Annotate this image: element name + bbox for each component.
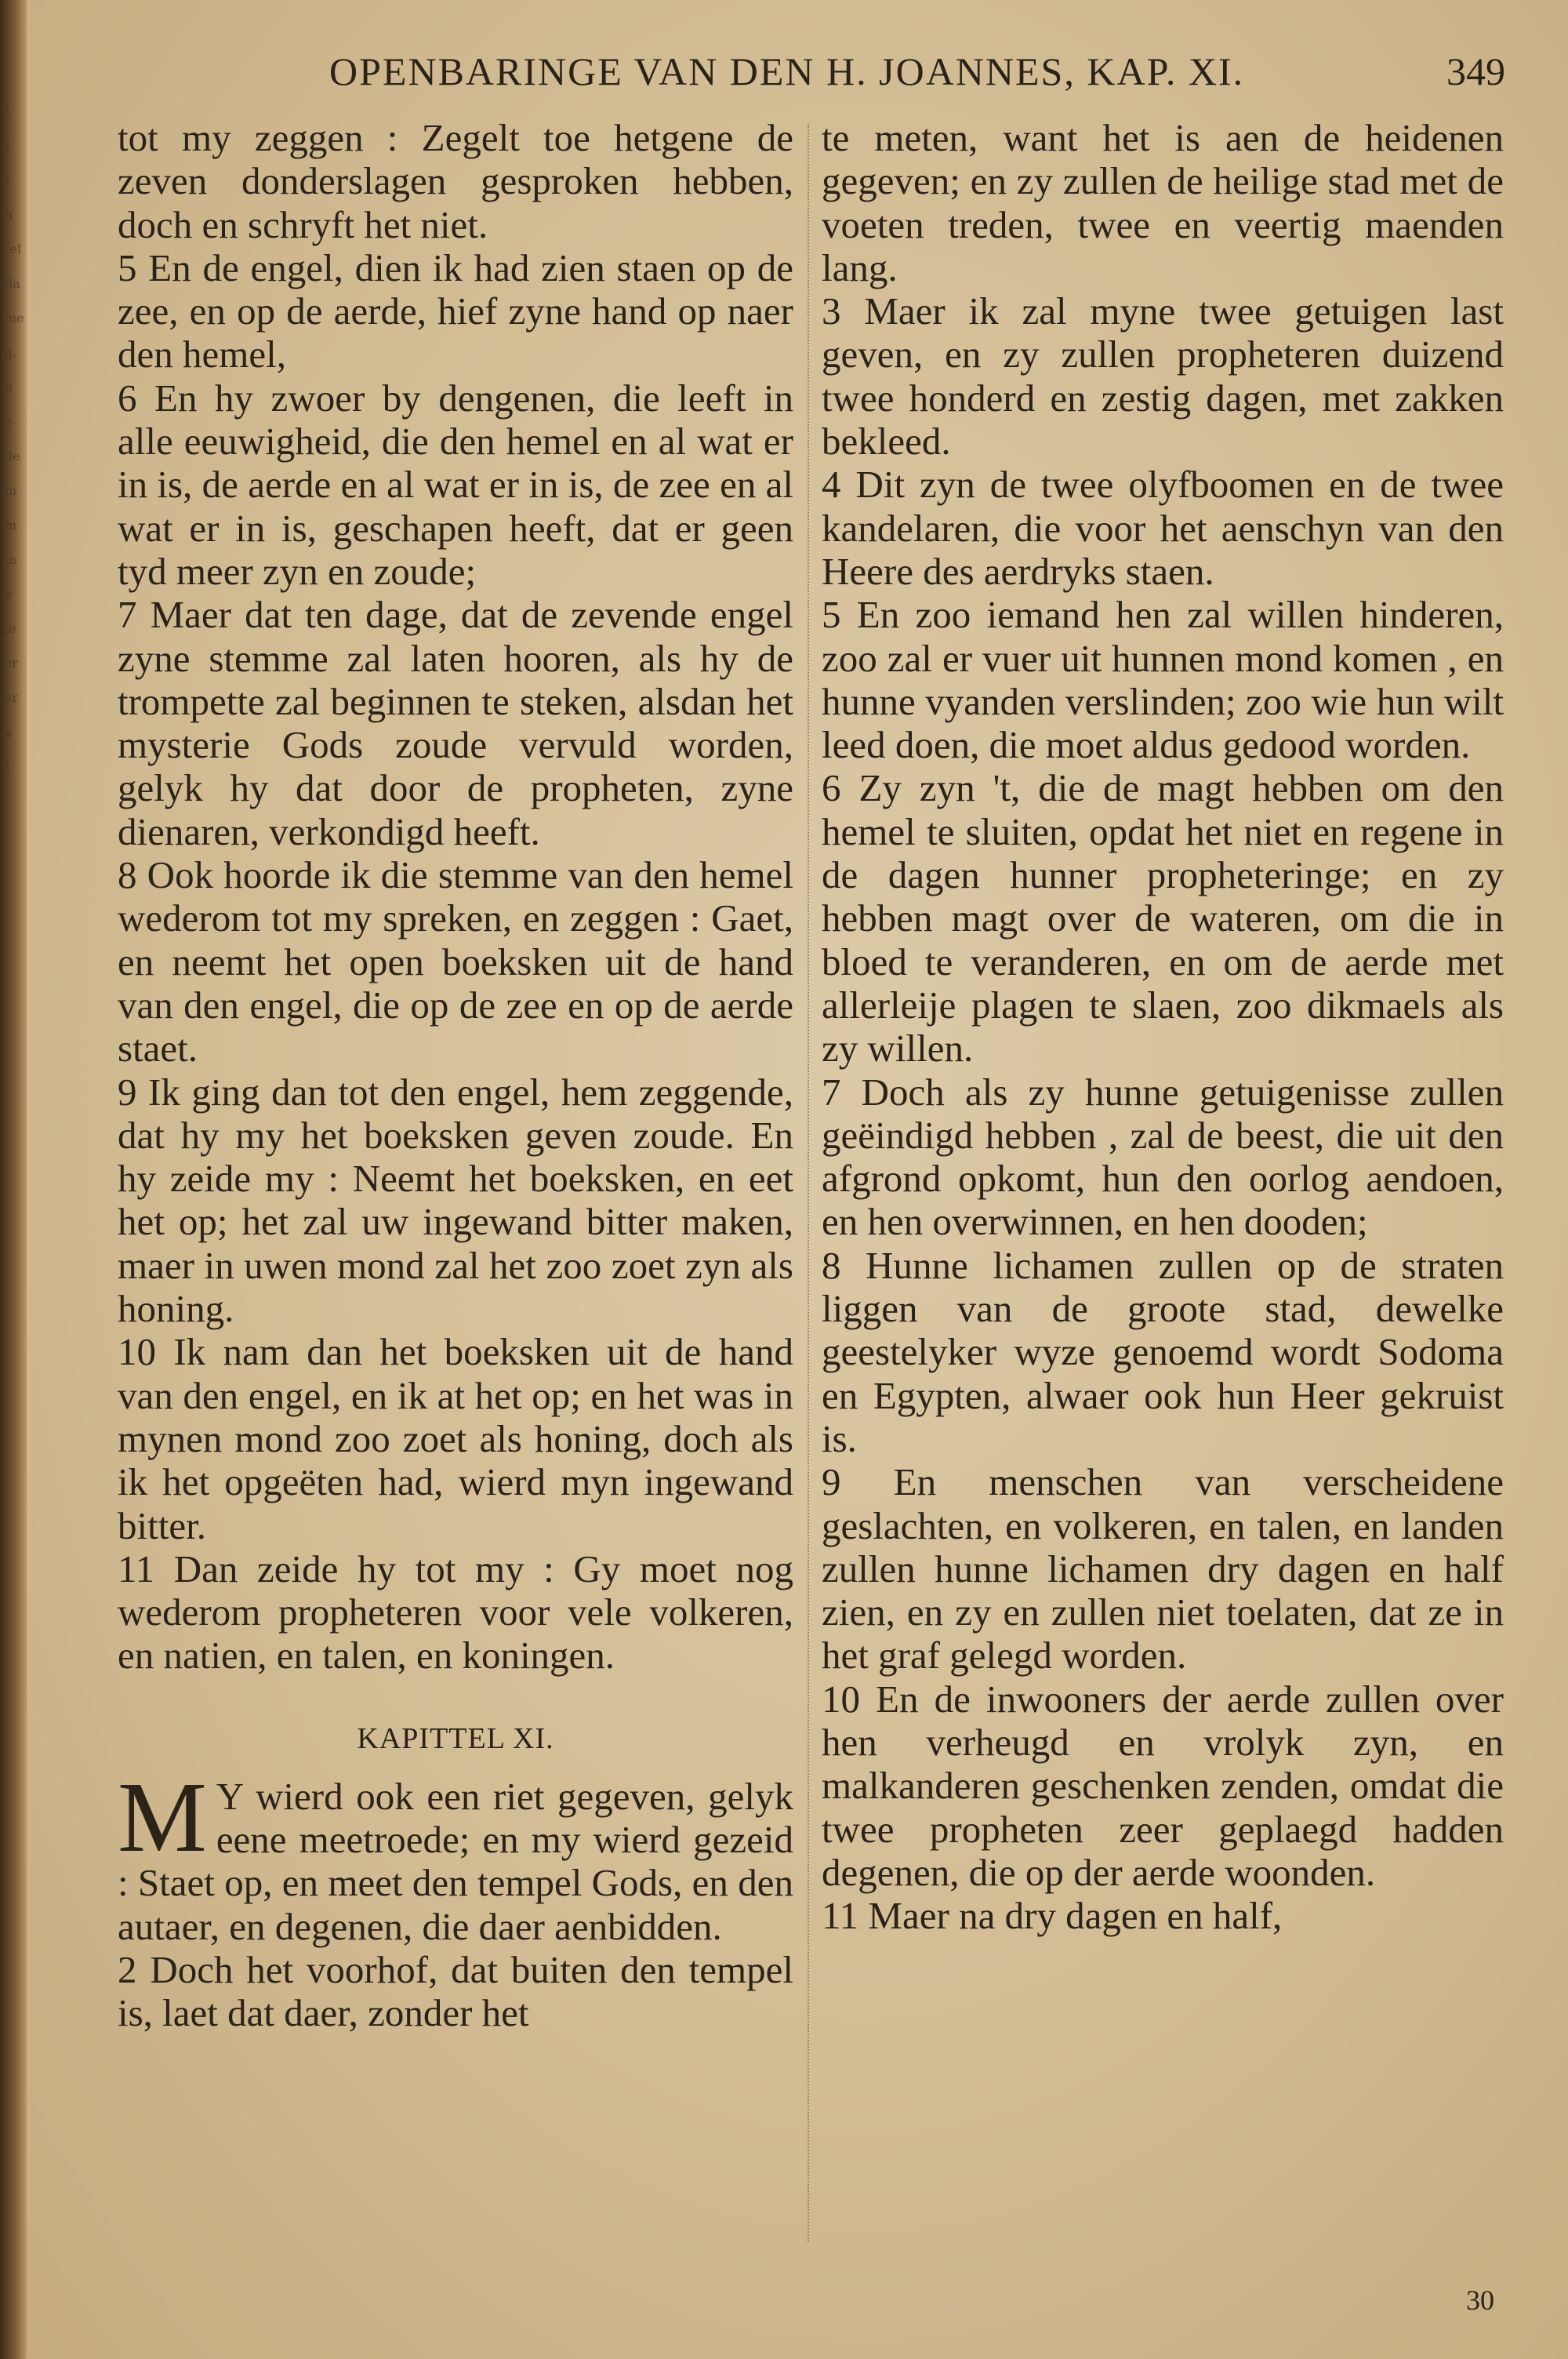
drop-cap-letter: M xyxy=(118,1761,207,1873)
verse-paragraph: 9 Ik ging dan tot den engel, hem zeggende, dat hy my het boeksken geven zoude. En hy zeide my : Neemt het boeksken, en eet het op; het zal uw ingewand bitter maken, maer in uwen mond zal het zoo zoet zyn als honing. xyxy=(118,1070,793,1331)
margin-fragment: n xyxy=(5,380,13,394)
margin-fragment: e xyxy=(5,587,13,602)
left-column xyxy=(118,116,793,2034)
verse-paragraph: 2 Doch het voorhof, dat buiten den tempel is, laet dat daer, zonder het xyxy=(118,1947,793,2035)
margin-fragment: da xyxy=(5,276,20,291)
margin-fragment: ie xyxy=(5,621,16,636)
verse-paragraph: 7 Maer dat ten dage, dat de zevende engel zyne stemme zal laten hooren, als hy de trompette zal beginnen te steken, alsdan het mysterie Gods zoude vervuld worden, gelyk hy dat door de propheten, zyne dienaren, verkondigd heeft. xyxy=(118,593,793,853)
verse-paragraph: 7 Doch als zy hunne getuigenisse zullen geëindigd hebben , zal de beest, die uit den afgrond opkomt, hun den oorlog aendoen, en hen overwinnen, en hen dooden; xyxy=(822,1070,1504,1244)
verse-paragraph: 4 Dit zyn de twee olyfboomen en de twee kandelaren, die voor het aenschyn van den Heere des aerdryks staen. xyxy=(822,463,1504,593)
margin-fragment: t xyxy=(5,759,10,774)
adjacent-page-margin-fragments xyxy=(5,94,25,1427)
chapter-heading: KAPITTEL XI. xyxy=(357,1721,554,1755)
margin-fragment: er xyxy=(5,656,19,671)
chapter-opening-paragraph xyxy=(118,1761,793,1948)
running-head: OPENBARINGE VAN DEN H. JOANNES, KAP. XI. xyxy=(329,49,1245,93)
verse-paragraph: 8 Ook hoorde ik die stemme van den hemel wederom tot my spreken, en zeggen : Gaet, en neemt het open boeksken uit de hand van den engel, die op de zee en op de aerde staet. xyxy=(118,853,793,1070)
verse-paragraph: 5 En de engel, dien ik had zien staen op de zee, en op de aerde, hief zyne hand op naer den hemel, xyxy=(118,245,793,376)
margin-fragment: t xyxy=(5,138,10,153)
margin-fragment: er xyxy=(5,690,19,705)
page-header xyxy=(118,49,1505,104)
margin-fragment: h xyxy=(5,207,13,222)
margin-fragment: e- xyxy=(5,414,16,429)
verse-paragraph: 8 Hunne lichamen zullen op de straten liggen van de groote stad, dewelke geestelyker wyze genoemd wordt Sodoma en Egypten, alwaer ook hun Heer gekruist is. xyxy=(822,1243,1504,1460)
chapter-opening-text: Y wierd ook een riet gegeven, gelyk eene meetroede; en my wierd gezeid : Staet op, en meet den tempel Gods, en den autaer, en degenen, die daer aenbidden. xyxy=(118,1774,793,1948)
right-column xyxy=(822,116,1504,1937)
margin-fragment: tel xyxy=(5,242,22,256)
verse-paragraph: 5 En zoo iemand hen zal willen hinderen, zoo zal er vuer uit hunnen mond komen , en hunne vyanden verslinden; zoo wie hun wilt leed doen, die moet aldus gedood worden. xyxy=(822,593,1504,767)
verse-paragraph: 3 Maer ik zal myne twee getuigen last geven, en zy zullen propheteren duizend twee honderd en zestig dagen, met zakken bekleed. xyxy=(822,289,1504,463)
signature-mark: 30 xyxy=(1466,2284,1494,2316)
verse-paragraph: 6 Zy zyn 't, die de magt hebben om den hemel te sluiten, opdat het niet en regene in de dagen hunner propheteringe; en zy hebben magt over de wateren, om die in bloed te veranderen, en om de aerde met allerleije plagen te slaen, zoo dikmaels als zy willen. xyxy=(822,766,1504,1070)
margin-fragment: de xyxy=(5,449,20,463)
margin-fragment: t xyxy=(5,173,10,187)
margin-fragment: a xyxy=(5,725,13,740)
verse-paragraph: 10 Ik nam dan het boeksken uit de hand van den engel, en ik at het op; en het was in mynen mond zoo zoet als honing, doch als ik het opgeëten had, wierd myn ingewand bitter. xyxy=(118,1330,793,1547)
verse-paragraph: 10 En de inwooners der aerde zullen over hen verheugd en vrolyk zyn, en malkanderen geschenken zenden, omdat die twee propheten zeer geplaegd hadden degenen, die op der aerde woonden. xyxy=(822,1677,1504,1894)
margin-fragment: g. xyxy=(5,345,17,360)
margin-fragment: t. xyxy=(5,104,14,118)
margin-fragment: m xyxy=(5,552,17,567)
column-divider xyxy=(808,124,809,2241)
page-number: 349 xyxy=(1446,49,1505,93)
verse-paragraph: te meten, want het is aen de heidenen gegeven; en zy zullen de heilige stad met de voeten treden, twee en veertig maenden lang. xyxy=(822,116,1504,289)
verse-paragraph: 11 Maer na dry dagen en half, xyxy=(822,1894,1283,1938)
verse-paragraph: tot my zeggen : Zegelt toe hetgene de zeven donderslagen gesproken hebben, doch en schryft het niet. xyxy=(118,116,793,246)
margin-fragment: m xyxy=(5,483,17,498)
margin-fragment: me xyxy=(5,311,24,325)
verse-paragraph: 9 En menschen van verscheidene geslachten, en volkeren, en talen, en landen zullen hunne lichamen dry dagen en half zien, en zy en zullen niet toelaten, dat ze in het graf gelegd worden. xyxy=(822,1460,1504,1677)
margin-fragment: m xyxy=(5,518,17,533)
verse-paragraph: 6 En hy zwoer by dengenen, die leeft in alle eeuwigheid, die den hemel en al wat er in is, de aerde en al wat er in is, de zee en al wat er in is, geschapen heeft, dat er geen tyd meer zyn en zoude; xyxy=(118,376,793,593)
verse-paragraph: 11 Dan zeide hy tot my : Gy moet nog wederom propheteren voor vele volkeren, en natien, en talen, en koningen. xyxy=(118,1547,793,1677)
